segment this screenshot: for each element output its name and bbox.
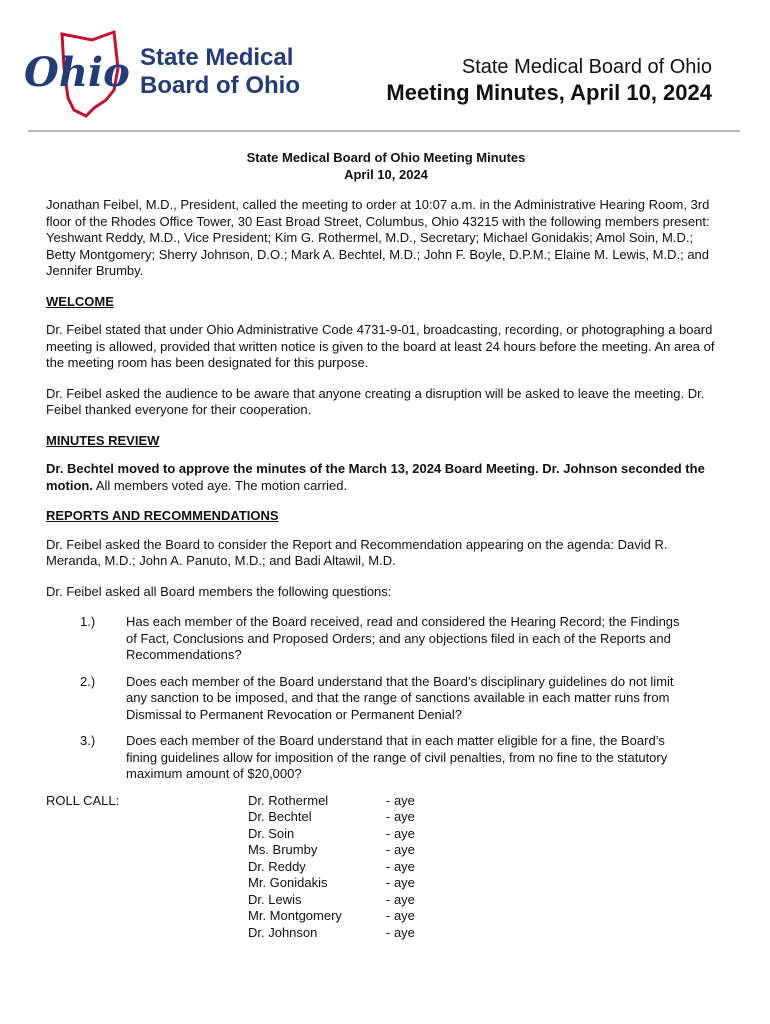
roll-name: Ms. Brumby <box>248 842 318 857</box>
intro-paragraph: Jonathan Feibel, M.D., President, called the meeting to order at 10:07 a.m. in the Administrative Hearing Room, 3rd floor of the Rhodes Office Tower, 30 East Broad Street, Columbus, Ohio 43215 with the following members present: Yeshwant Reddy, M.D., Vice President; Kim G. Rothermel, M.D., Secretary; Michael Gonidakis; Amol Soin, M.D.; Betty Montgomery; Sherry Johnson, D.O.; Mark A. Bechtel, M.D.; John F. Boyle, D.P.M.; Elaine M. Lewis, M.D.; and Jennifer Brumby. <box>46 197 710 278</box>
doc-title: State Medical Board of Ohio Meeting Minutes <box>246 150 526 165</box>
roll-name: Dr. Reddy <box>248 858 306 874</box>
welcome-heading: WELCOME <box>46 293 114 309</box>
question-number: 2.) <box>80 673 96 689</box>
roll-call-label: ROLL CALL: <box>46 792 120 808</box>
welcome-paragraph-1: Dr. Feibel stated that under Ohio Administrative Code 4731-9-01, broadcasting, recording, or photographing a board meeting is allowed, provided that written notice is given to the board at least 24 hours before the meeting. An area of the meeting room has been designated for this purpose. <box>46 322 715 370</box>
question-item <box>46 733 726 783</box>
roll-call-votes <box>386 793 446 942</box>
roll-vote: - aye <box>386 891 415 907</box>
header-title: Meeting Minutes, April 10, 2024 <box>386 80 712 105</box>
roll-vote: - aye <box>386 908 415 923</box>
roll-name: Dr. Lewis <box>248 891 302 907</box>
roll-vote: - aye <box>386 792 415 808</box>
ohio-state-outline-icon <box>22 28 142 118</box>
roll-vote: - aye <box>386 809 415 824</box>
reports-heading: REPORTS AND RECOMMENDATIONS <box>46 508 279 523</box>
question-text: Does each member of the Board understand that in each matter eligible for a fine, the Board’s fining guidelines allow for imposition of the range of civil penalties, from no fine to the statutory maximum amount of $20,000? <box>126 733 668 781</box>
roll-name: Dr. Johnson <box>248 924 318 940</box>
question-item <box>46 614 726 664</box>
header-org: State Medical Board of Ohio <box>461 56 712 78</box>
reports-paragraph-2: Dr. Feibel asked all Board members the following questions: <box>46 583 392 599</box>
roll-name: Dr. Rothermel <box>248 792 329 808</box>
minutes-result: All members voted aye. The motion carried. <box>92 477 348 493</box>
reports-paragraph-1: Dr. Feibel asked the Board to consider the Report and Recommendation appearing on the agenda: David R. Meranda, M.D.; John A. Panuto, M.D.; and Badi Altawil, M.D. <box>46 536 668 568</box>
logo-wordmark <box>140 44 300 100</box>
doc-date: April 10, 2024 <box>344 166 428 182</box>
roll-name: Dr. Bechtel <box>248 809 312 824</box>
roll-vote: - aye <box>386 825 415 841</box>
roll-vote: - aye <box>386 875 415 890</box>
question-text: Does each member of the Board understand that the Board’s disciplinary guidelines do not limit any sanction to be imposed, and that the range of sanctions available in each matter runs from Dismissal to Permanent Revocation or Permanent Denial? <box>126 673 674 722</box>
logo-line-1: State Medical <box>140 44 294 71</box>
question-item <box>46 674 726 724</box>
roll-vote: - aye <box>386 924 415 940</box>
question-number: 3.) <box>80 733 96 748</box>
question-text: Has each member of the Board received, read and considered the Hearing Record; the Findings of Fact, Conclusions and Proposed Orders; and any objections filed in each of the Reports and Recommendations? <box>126 614 680 662</box>
roll-call-names <box>248 793 386 942</box>
roll-name: Dr. Soin <box>248 825 295 841</box>
roll-vote: - aye <box>386 842 415 857</box>
question-number: 1.) <box>80 614 96 629</box>
logo-line-2: Board of Ohio <box>140 72 300 99</box>
minutes-paragraph <box>46 461 726 494</box>
roll-call <box>46 793 726 942</box>
header-divider <box>28 130 740 132</box>
minutes-document <box>46 150 726 941</box>
svg-text:Ohio: Ohio <box>24 49 130 96</box>
roll-vote: - aye <box>386 858 415 874</box>
minutes-heading: MINUTES REVIEW <box>46 432 160 448</box>
minutes-motion: Dr. Bechtel moved to approve the minutes of the March 13, 2024 Board Meeting. Dr. Johnson seconded the motion. <box>46 461 705 493</box>
roll-name: Mr. Gonidakis <box>248 875 328 890</box>
roll-name: Mr. Montgomery <box>248 908 342 923</box>
welcome-paragraph-2: Dr. Feibel asked the audience to be aware that anyone creating a disruption will be asked to leave the meeting. Dr. Feibel thanked everyone for their cooperation. <box>46 385 705 417</box>
